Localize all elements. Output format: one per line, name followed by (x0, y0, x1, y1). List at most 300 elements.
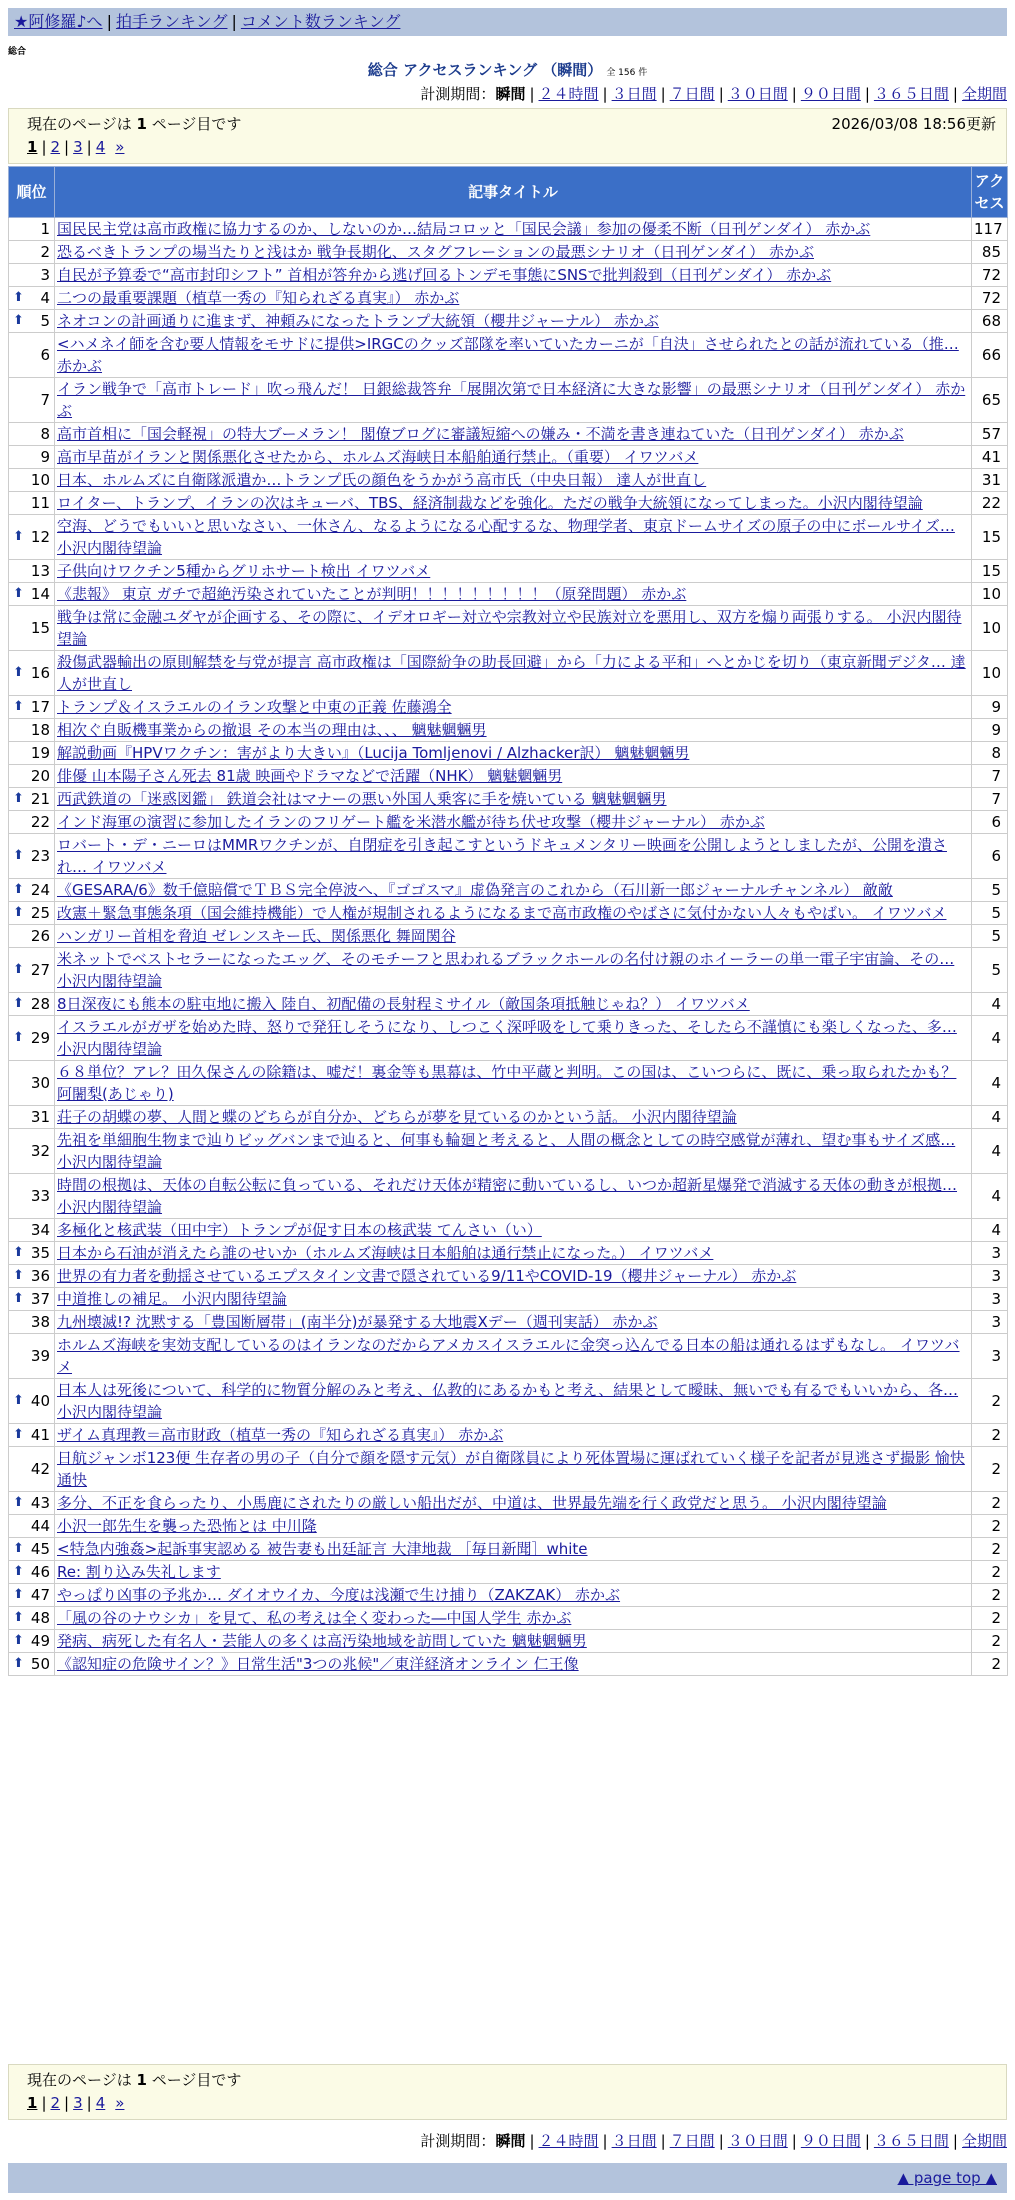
title-cell (55, 264, 972, 287)
up-arrow-icon: ⬆ (13, 1564, 24, 1579)
article-link[interactable]: 高市早苗がイランと関係悪化させたから、ホルムズ海峡日本船舶通行禁止。（重要） イワツバメ (57, 448, 699, 466)
period-link-30d[interactable]: ３０日間 (727, 2132, 788, 2150)
access-count: 2 (972, 1492, 1008, 1515)
up-arrow-icon: ⬆ (13, 996, 24, 1011)
rank-number: 17 (30, 698, 50, 716)
title-cell (55, 993, 972, 1016)
article-link[interactable]: 九州壊滅!? 沈黙する「豊国断層帯」(南半分)が暴発する大地震Xデー（週刊実話） 赤かぶ (57, 1313, 658, 1331)
rank-cell (9, 1379, 55, 1424)
up-arrow-icon: ⬆ (13, 905, 24, 920)
title-cell (55, 1061, 972, 1106)
title-cell (55, 1538, 972, 1561)
up-arrow-icon: ⬆ (13, 1245, 24, 1260)
rank-cell (9, 902, 55, 925)
rank-number: 45 (30, 1540, 50, 1558)
rank-number: 34 (30, 1221, 50, 1239)
table-row (9, 742, 1008, 765)
access-count: 5 (972, 879, 1008, 902)
rank-number: 26 (30, 927, 50, 945)
table-row (9, 1288, 1008, 1311)
page-link-4[interactable]: 4 (95, 2094, 106, 2112)
period-current: 瞬間 (495, 2132, 526, 2150)
page-link-4[interactable]: 4 (95, 138, 106, 156)
article-link[interactable]: 戦争は常に金融ユダヤが企画する、その際に、イデオロギー対立や宗教対立や民族対立を悪用し、双方を煽り両張りする。 小沢内閣待望論 (57, 608, 962, 648)
period-link-all[interactable]: 全期間 (961, 85, 1007, 103)
access-count: 2 (972, 1630, 1008, 1653)
rank-cell (9, 1538, 55, 1561)
article-link[interactable]: ネオコンの計画通りに進まず、神頼みになったトランプ大統領（櫻井ジャーナル） 赤かぶ (57, 312, 659, 330)
table-row (9, 788, 1008, 811)
up-arrow-icon: ⬆ (13, 848, 24, 863)
period-link-7d[interactable]: ７日間 (669, 2132, 715, 2150)
table-row (9, 333, 1008, 378)
table-row (9, 1129, 1008, 1174)
rank-cell (9, 719, 55, 742)
rank-cell (9, 310, 55, 333)
title-cell (55, 1106, 972, 1129)
table-row (9, 1584, 1008, 1607)
table-row (9, 515, 1008, 560)
page-link-2[interactable]: 2 (50, 2094, 61, 2112)
period-link-90d[interactable]: ９０日間 (800, 85, 861, 103)
page-info-top (8, 108, 1007, 164)
col-title-header: 記事タイトル (55, 167, 972, 218)
article-link[interactable]: イラン戦争で「高市トレード」吹っ飛んだ！ 日銀総裁答弁「展開次第で日本経済に大きな影響」の最悪シナリオ（日刊ゲンダイ） 赤かぶ (57, 380, 966, 420)
rank-number: 29 (30, 1029, 50, 1047)
col-access-header: アクセス (972, 167, 1008, 218)
pagination-bottom: 1 | 2 | 3 | 4 » (27, 2094, 125, 2112)
article-link[interactable]: 日本、ホルムズに自衛隊派遣か…トランプ氏の顔色をうかがう高市氏（中央日報） 達人が世直し (57, 471, 707, 489)
access-count: 4 (972, 1061, 1008, 1106)
rank-number: 24 (30, 881, 50, 899)
table-row (9, 492, 1008, 515)
title-cell (55, 1016, 972, 1061)
title-cell (55, 1129, 972, 1174)
rank-number: 48 (30, 1609, 50, 1627)
article-link[interactable]: 《悲報》 東京 ガチで超絶汚染されていたことが判明！！！！！！！！！（原発問題） 赤かぶ (57, 585, 687, 603)
rank-number: 11 (30, 494, 50, 512)
table-row (9, 423, 1008, 446)
access-count: 22 (972, 492, 1008, 515)
article-link[interactable]: インド海軍の演習に参加したイランのフリゲート艦を米潜水艦が待ち伏せ攻撃（櫻井ジャーナル） 赤かぶ (57, 813, 765, 831)
rank-cell (9, 1653, 55, 1676)
rank-number: 33 (30, 1187, 50, 1205)
article-link[interactable]: 発病、病死した有名人・芸能人の多くは高汚染地域を訪問していた 魑魅魍魎男 (57, 1632, 587, 1650)
table-row (9, 993, 1008, 1016)
access-count: 31 (972, 469, 1008, 492)
access-count: 5 (972, 925, 1008, 948)
title-cell (55, 834, 972, 879)
article-link[interactable]: <ハメネイ師を含む要人情報をモサドに提供>IRGCのクッズ部隊を率いていたカーニが「自決」させられたとの話が流れている（推… 赤かぶ (57, 335, 959, 375)
up-arrow-icon: ⬆ (13, 882, 24, 897)
rank-number: 39 (30, 1347, 50, 1365)
article-link[interactable]: 解説動画『HPVワクチン：害がより大きい』（Lucija Tomljenovi / Alzhacker訳） 魑魅魍魎男 (57, 744, 690, 762)
title-cell (55, 1607, 972, 1630)
article-link[interactable]: イスラエルがガザを始めた時、怒りで発狂しそうになり、しつこく深呼吸をして乗りきった、そしたら不謹慎にも楽しくなった、多… 小沢内閣待望論 (57, 1018, 957, 1058)
rank-number: 7 (40, 391, 50, 409)
article-link[interactable]: 高市首相に「国会軽視」の特大ブーメラン！ 閣僚ブログに審議短縮への嫌み・不満を書き連ねていた（日刊ゲンダイ） 赤かぶ (57, 425, 904, 443)
title-cell (55, 583, 972, 606)
title-cell (55, 696, 972, 719)
up-arrow-icon: ⬆ (13, 529, 24, 544)
comment-ranking-link[interactable]: コメント数ランキング (240, 12, 401, 31)
page-link-2[interactable]: 2 (50, 138, 61, 156)
access-count: 2 (972, 1653, 1008, 1676)
rank-cell (9, 1129, 55, 1174)
table-row (9, 1174, 1008, 1219)
access-count: 15 (972, 560, 1008, 583)
rank-number: 42 (30, 1460, 50, 1478)
article-link[interactable]: 子供向けワクチン5種からグリホサート検出 イワツバメ (57, 562, 431, 580)
rank-number: 32 (30, 1142, 50, 1160)
rank-cell (9, 651, 55, 696)
rank-cell (9, 1492, 55, 1515)
title-cell (55, 925, 972, 948)
period-link-24h[interactable]: ２４時間 (538, 85, 599, 103)
title-cell (55, 310, 972, 333)
article-link[interactable]: 改憲＋緊急事態条項（国会維持機能）で人権が規制されるようになるまで高市政権のやばさに気付かない人々もやばい。 イワツバメ (57, 904, 947, 922)
article-link[interactable]: 国民民主党は高市政権に協力するのか、しないのか…結局コロッと「国民会議」参加の優柔不断（日刊ゲンダイ） 赤かぶ (57, 220, 871, 238)
access-count: 4 (972, 1016, 1008, 1061)
rank-number: 43 (30, 1494, 50, 1512)
page-top-link[interactable]: ▲ page top ▲ (897, 2169, 997, 2187)
up-arrow-icon: ⬆ (13, 313, 24, 328)
rank-number: 22 (30, 813, 50, 831)
page-info-bottom (8, 2064, 1007, 2120)
rank-cell (9, 423, 55, 446)
rank-cell (9, 925, 55, 948)
table-row (9, 218, 1008, 241)
title-cell (55, 1288, 972, 1311)
rank-number: 21 (30, 790, 50, 808)
article-link[interactable]: 世界の有力者を動揺させているエプスタイン文書で隠されている9/11やCOVID-19（櫻井ジャーナル） 赤かぶ (57, 1267, 797, 1285)
title-cell (55, 1174, 972, 1219)
period-link-3d[interactable]: ３日間 (611, 85, 657, 103)
article-link[interactable]: 恐るべきトランプの場当たりと浅はか 戦争長期化、スタグフレーションの最悪シナリオ（日刊ゲンダイ） 赤かぶ (57, 243, 814, 261)
rank-number: 8 (40, 425, 50, 443)
article-link[interactable]: 西武鉄道の「迷惑図鑑」 鉄道会社はマナーの悪い外国人乗客に手を焼いている 魑魅魍魎男 (57, 790, 667, 808)
access-count: 7 (972, 788, 1008, 811)
table-row (9, 1607, 1008, 1630)
period-link-7d[interactable]: ７日間 (669, 85, 715, 103)
title-cell (55, 1311, 972, 1334)
title-cell (55, 1219, 972, 1242)
access-count: 5 (972, 902, 1008, 925)
table-row (9, 1334, 1008, 1379)
rank-cell (9, 1061, 55, 1106)
rank-cell (9, 993, 55, 1016)
title-cell (55, 765, 972, 788)
access-count: 2 (972, 1424, 1008, 1447)
rank-cell (9, 1174, 55, 1219)
page-link-1[interactable]: 1 (27, 2094, 38, 2112)
period-link-90d[interactable]: ９０日間 (800, 2132, 861, 2150)
access-count: 4 (972, 1129, 1008, 1174)
access-count: 41 (972, 446, 1008, 469)
article-link[interactable]: ロイター、トランプ、イランの次はキューバ、TBS、経済制裁などを強化。ただの戦争大統領になってしまった。小沢内閣待望論 (57, 494, 923, 512)
title-cell (55, 651, 972, 696)
page-link-1[interactable]: 1 (27, 138, 38, 156)
access-count: 6 (972, 811, 1008, 834)
up-arrow-icon: ⬆ (13, 1030, 24, 1045)
access-count: 85 (972, 241, 1008, 264)
title-cell (55, 333, 972, 378)
title-cell (55, 1334, 972, 1379)
page-title: 総合 アクセスランキング （瞬間） (367, 61, 603, 79)
access-count: 8 (972, 742, 1008, 765)
rank-cell (9, 879, 55, 902)
rank-cell (9, 333, 55, 378)
rank-cell (9, 606, 55, 651)
rank-number: 3 (40, 266, 50, 284)
access-count: 3 (972, 1242, 1008, 1265)
current-page-text: 現在のページは 1 ページ目です (27, 2071, 242, 2089)
updated-timestamp: 2026/03/08 18:56更新 (831, 115, 996, 133)
title-cell (55, 469, 972, 492)
article-link[interactable]: 空海、どうでもいいと思いなさい、一休さん、なるようになる心配するな、物理学者、東京ドームサイズの原子の中にボールサイズ… 小沢内閣待望論 (57, 517, 955, 557)
article-link[interactable]: トランプ＆イスラエルのイラン攻撃と中東の正義 佐藤鴻全 (57, 698, 452, 716)
period-link-24h[interactable]: ２４時間 (538, 2132, 599, 2150)
table-row (9, 1106, 1008, 1129)
title-cell (55, 811, 972, 834)
article-link[interactable]: 俳優 山本陽子さん死去 81歳 映画やドラマなどで活躍（NHK） 魑魅魍魎男 (57, 767, 563, 785)
table-row (9, 287, 1008, 310)
table-row (9, 1447, 1008, 1492)
article-link[interactable]: 時間の根拠は、天体の自転公転に負っている、それだけ天体が精密に動いているし、いつか超新星爆発で消滅する天体の動きが根拠… 小沢内閣待望論 (57, 1176, 958, 1216)
access-count: 2 (972, 1561, 1008, 1584)
rank-cell (9, 492, 55, 515)
table-row (9, 606, 1008, 651)
rank-number: 20 (30, 767, 50, 785)
title-cell (55, 1379, 972, 1424)
rank-number: 15 (30, 619, 50, 637)
table-row (9, 1379, 1008, 1424)
rank-number: 10 (30, 471, 50, 489)
up-arrow-icon: ⬆ (13, 290, 24, 305)
period-link-30d[interactable]: ３０日間 (727, 85, 788, 103)
rank-number: 31 (30, 1108, 50, 1126)
article-link[interactable]: やっぱり凶事の予兆か… ダイオウイカ、今度は浅瀬で生け捕り（ZAKZAK） 赤かぶ (57, 1586, 621, 1604)
article-link[interactable]: ハンガリー首相を脅迫 ゼレンスキー氏、関係悪化 舞岡関谷 (57, 927, 456, 945)
access-count: 10 (972, 651, 1008, 696)
title-cell (55, 423, 972, 446)
home-link[interactable]: ★阿修羅♪へ (14, 12, 103, 31)
title-cell (55, 378, 972, 423)
article-link[interactable]: 多分、不正を食らったり、小馬鹿にされたりの厳しい船出だが、中道は、世界最先端を行く政党だと思う。 小沢内閣待望論 (57, 1494, 887, 1512)
title-cell (55, 241, 972, 264)
rank-cell (9, 560, 55, 583)
title-cell (55, 719, 972, 742)
access-count: 3 (972, 1288, 1008, 1311)
rank-cell (9, 264, 55, 287)
article-link[interactable]: ホルムズ海峡を実効支配しているのはイランなのだからアメカスイスラエルに金突っ込んでる日本の船は通れるはずもなし。 イワツバメ (57, 1336, 960, 1376)
rank-number: 19 (30, 744, 50, 762)
title-cell (55, 446, 972, 469)
table-header-row (9, 167, 1008, 218)
ranking-table (8, 166, 1008, 1676)
access-count: 72 (972, 264, 1008, 287)
table-row (9, 310, 1008, 333)
rank-cell (9, 1607, 55, 1630)
table-row (9, 1016, 1008, 1061)
table-row (9, 765, 1008, 788)
rank-cell (9, 765, 55, 788)
title-cell (55, 1492, 972, 1515)
rank-number: 44 (30, 1517, 50, 1535)
bottom-bar (8, 2163, 1007, 2193)
article-link[interactable]: 多極化と核武装（田中宇）トランプが促す日本の核武装 てんさい（い） (57, 1221, 542, 1239)
access-count: 3 (972, 1334, 1008, 1379)
rank-cell (9, 1311, 55, 1334)
rank-number: 4 (40, 289, 50, 307)
pagination-top: 1 | 2 | 3 | 4 » (27, 138, 125, 156)
page-link-next[interactable]: » (115, 2094, 125, 2112)
title-cell (55, 742, 972, 765)
table-row (9, 264, 1008, 287)
category-label: 総合 (8, 47, 27, 57)
period-link-3d[interactable]: ３日間 (611, 2132, 657, 2150)
table-row (9, 1515, 1008, 1538)
page-link-next[interactable]: » (115, 138, 125, 156)
rank-number: 6 (40, 346, 50, 364)
page-link-3[interactable]: 3 (73, 138, 83, 156)
total-count: 全 156 件 (606, 68, 648, 78)
rank-cell (9, 287, 55, 310)
rank-cell (9, 1288, 55, 1311)
article-link[interactable]: ザイム真理教＝高市財政（植草一秀の『知られざる真実』） 赤かぶ (57, 1426, 504, 1444)
table-row (9, 719, 1008, 742)
rank-cell (9, 1334, 55, 1379)
title-cell (55, 606, 972, 651)
rank-cell (9, 218, 55, 241)
article-link[interactable]: 相次ぐ自販機事業からの撤退 その本当の理由は、、、 魑魅魍魎男 (57, 721, 487, 739)
table-row (9, 834, 1008, 879)
title-cell (55, 1424, 972, 1447)
title-cell (55, 1653, 972, 1676)
rank-cell (9, 811, 55, 834)
rank-number: 30 (30, 1074, 50, 1092)
access-count: 7 (972, 765, 1008, 788)
article-link[interactable]: 日航ジャンボ123便 生存者の男の子（自分で顔を隠す元気）が自衛隊員により死体置場に運ばれていく様子を記者が見逃さず撮影 愉快通快 (57, 1449, 965, 1489)
article-link[interactable]: 自民が予算委で“高市封印シフト” 首相が答弁から逃げ回るトンデモ事態にSNSで批判殺到（日刊ゲンダイ） 赤かぶ (57, 266, 832, 284)
rank-cell (9, 1219, 55, 1242)
article-link[interactable]: <特急内強姦>起訴事実認める 被告妻も出廷証言 大津地裁 ［毎日新聞］white (57, 1540, 588, 1558)
access-count: 15 (972, 515, 1008, 560)
title-cell (55, 902, 972, 925)
table-row (9, 879, 1008, 902)
access-count: 3 (972, 1265, 1008, 1288)
period-current: 瞬間 (495, 85, 526, 103)
rank-number: 18 (30, 721, 50, 739)
title-cell (55, 1584, 972, 1607)
access-count: 2 (972, 1607, 1008, 1630)
article-link[interactable]: 《認知症の危険サイン？》日常生活"3つの兆候"／東洋経済オンライン 仁王像 (57, 1655, 579, 1673)
article-link[interactable]: 米ネットでベストセラーになったエッグ、そのモチーフと思われるブラックホールの名付け親のホイーラーの単一電子宇宙論、その… 小沢内閣待望論 (57, 950, 955, 990)
table-row (9, 1492, 1008, 1515)
rank-number: 16 (30, 664, 50, 682)
access-count: 4 (972, 1106, 1008, 1129)
period-link-365d[interactable]: ３６５日間 (873, 2132, 949, 2150)
article-link[interactable]: 《GESARA/6》数千億賠償でＴＢＳ完全停波へ、『ゴゴスマ』虚偽発言のこれから（石川新一郎ジャーナルチャンネル） 敵敵 (57, 881, 893, 899)
rank-cell (9, 378, 55, 423)
title-cell (55, 1447, 972, 1492)
title-cell (55, 1630, 972, 1653)
up-arrow-icon: ⬆ (13, 1291, 24, 1306)
access-count: 4 (972, 1219, 1008, 1242)
table-row (9, 948, 1008, 993)
article-link[interactable]: ロバート・デ・ニーロはMMRワクチンが、自閉症を引き起こすというドキュメンタリー映画を公開しようとしましたが、公開を潰され… イワツバメ (57, 836, 947, 876)
access-count: 72 (972, 287, 1008, 310)
article-link[interactable]: 8日深夜にも熊本の駐屯地に搬入 陸自、初配備の長射程ミサイル（敵国条項抵触じゃね？） イワツバメ (57, 995, 750, 1013)
clap-ranking-link[interactable]: 拍手ランキング (115, 12, 228, 31)
table-row (9, 1424, 1008, 1447)
article-link[interactable]: 荘子の胡蝶の夢、人間と蝶のどちらが自分か、どちらが夢を見ているのかという話。 小沢内閣待望論 (57, 1108, 737, 1126)
access-count: 2 (972, 1447, 1008, 1492)
table-row (9, 583, 1008, 606)
title-cell (55, 1561, 972, 1584)
article-link[interactable]: 殺傷武器輸出の原則解禁を与党が提言 高市政権は「国際紛争の助長回避」から「力による平和」へとかじを切り（東京新聞デジタ… 達人が世直し (57, 653, 966, 693)
rank-number: 40 (30, 1392, 50, 1410)
rank-number: 1 (40, 220, 50, 238)
rank-cell (9, 742, 55, 765)
rank-cell (9, 1515, 55, 1538)
rank-number: 37 (30, 1290, 50, 1308)
rank-cell (9, 469, 55, 492)
top-nav-bar (8, 8, 1007, 36)
article-link[interactable]: 二つの最重要課題（植草一秀の『知られざる真実』） 赤かぶ (57, 289, 460, 307)
col-rank-header: 順位 (9, 167, 55, 218)
rank-cell (9, 1265, 55, 1288)
table-row (9, 469, 1008, 492)
page-link-3[interactable]: 3 (73, 2094, 83, 2112)
title-cell (55, 879, 972, 902)
rank-cell (9, 1630, 55, 1653)
rank-number: 5 (40, 312, 50, 330)
rank-number: 50 (30, 1655, 50, 1673)
table-row (9, 651, 1008, 696)
rank-number: 47 (30, 1586, 50, 1604)
rank-number: 23 (30, 847, 50, 865)
rank-cell (9, 788, 55, 811)
article-link[interactable]: 中道推しの補足。 小沢内閣待望論 (57, 1290, 287, 1308)
table-row (9, 696, 1008, 719)
rank-cell (9, 1106, 55, 1129)
up-arrow-icon: ⬆ (13, 1427, 24, 1442)
up-arrow-icon: ⬆ (13, 1610, 24, 1625)
rank-cell (9, 583, 55, 606)
article-link[interactable]: ６８単位？アレ？田久保さんの除籍は、嘘だ！裏金等も黒幕は、竹中平蔵と判明。この国は、こいつらに、既に、乗っ取られたかも？ 阿闍梨(あじゃり) (57, 1063, 957, 1103)
rank-number: 38 (30, 1313, 50, 1331)
article-link[interactable]: 「風の谷のナウシカ」を見て、私の考えは全く変わった―中国人学生 赤かぶ (57, 1609, 572, 1627)
article-link[interactable]: 日本人は死後について、科学的に物質分解のみと考え、仏教的にあるかもと考え、結果として曖昧、無いでも有るでもいいから、各… 小沢内閣待望論 (57, 1381, 959, 1421)
article-link[interactable]: 日本から石油が消えたら誰のせいか（ホルムズ海峡は日本船舶は通行禁止になった。） イワツバメ (57, 1244, 714, 1262)
period-link-365d[interactable]: ３６５日間 (873, 85, 949, 103)
up-arrow-icon: ⬆ (13, 962, 24, 977)
article-link[interactable]: 先祖を単細胞生物まで辿りビッグバンまで辿ると、何事も輪廻と考えると、人間の概念としての時空感覚が薄れ、望む事もサイズ感… 小沢内閣待望論 (57, 1131, 956, 1171)
period-link-all[interactable]: 全期間 (961, 2132, 1007, 2150)
rank-cell (9, 1584, 55, 1607)
table-row (9, 1265, 1008, 1288)
rank-number: 49 (30, 1632, 50, 1650)
article-link[interactable]: 小沢一郎先生を襲った恐怖とは 中川隆 (57, 1517, 317, 1535)
table-row (9, 560, 1008, 583)
title-cell (55, 492, 972, 515)
article-link[interactable]: Re: 割り込み失礼します (57, 1563, 221, 1581)
access-count: 2 (972, 1538, 1008, 1561)
rank-cell (9, 834, 55, 879)
table-row (9, 1061, 1008, 1106)
up-arrow-icon: ⬆ (13, 586, 24, 601)
